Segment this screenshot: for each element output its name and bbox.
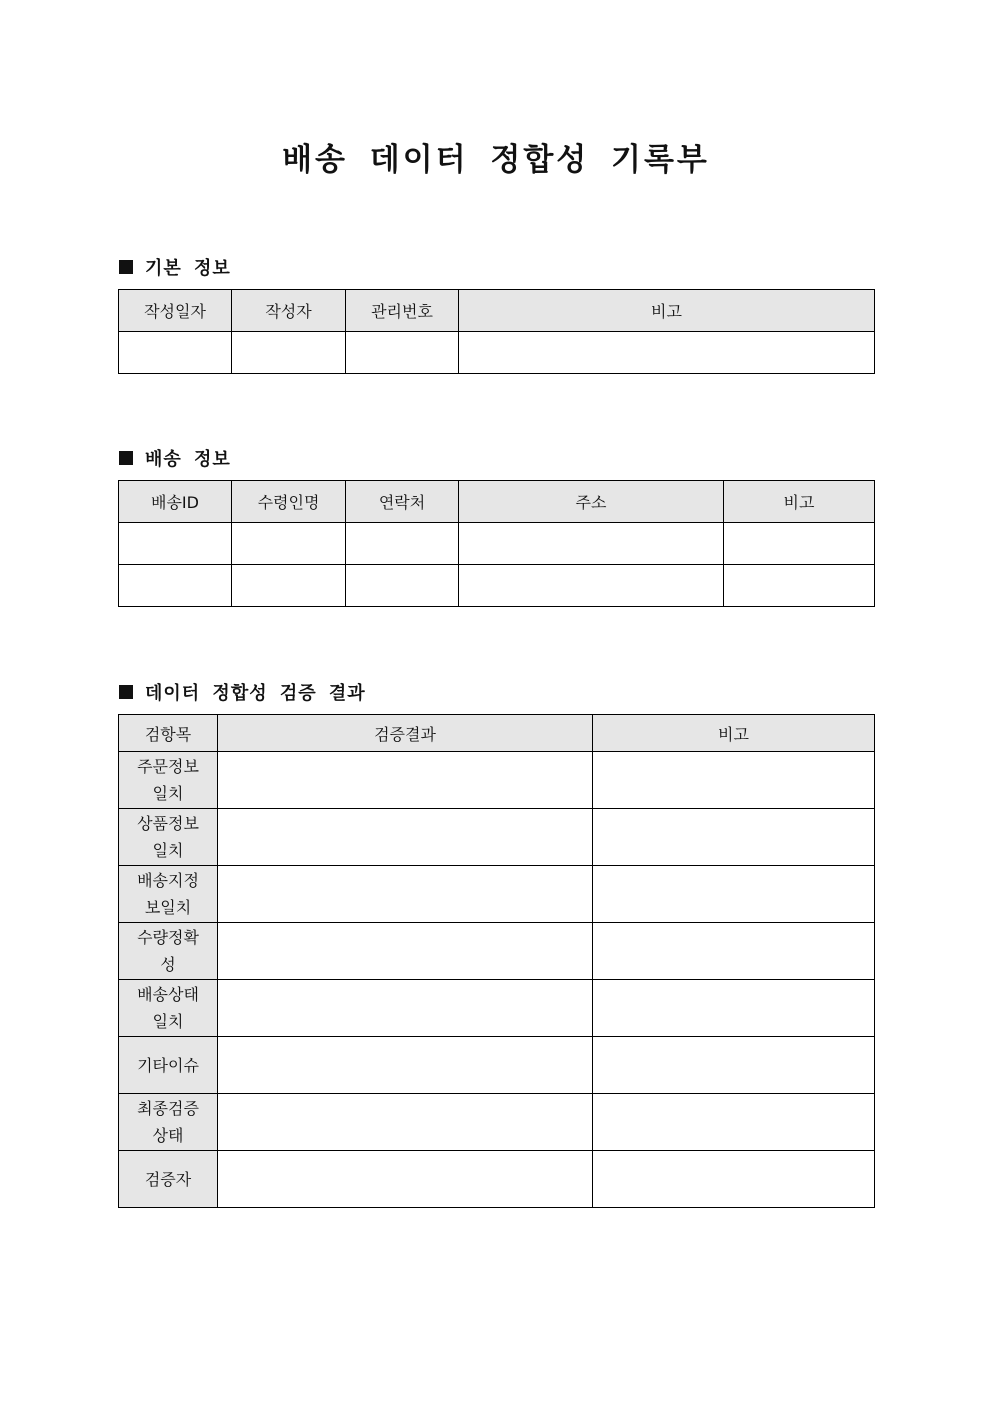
column-header: 관리번호 (346, 290, 459, 332)
table-cell-delivery-id[interactable] (119, 523, 232, 565)
verification-table (118, 714, 875, 1208)
row-label: 배송지정 보일치 (119, 866, 218, 923)
table-header-row (119, 481, 875, 523)
table-cell-contact[interactable] (346, 523, 459, 565)
column-header: 작성일자 (119, 290, 232, 332)
table-row (119, 1037, 875, 1094)
table-cell-address[interactable] (459, 565, 724, 607)
row-label: 수량정확 성 (119, 923, 218, 980)
table-row (119, 565, 875, 607)
column-header: 비고 (593, 715, 875, 752)
table-row (119, 752, 875, 809)
table-cell-delivery-id[interactable] (119, 565, 232, 607)
table-cell-note[interactable] (593, 866, 875, 923)
square-bullet-icon (119, 451, 133, 465)
table-cell-result[interactable] (218, 1094, 593, 1151)
column-header: 비고 (459, 290, 875, 332)
table-row (119, 866, 875, 923)
table-header-row (119, 715, 875, 752)
table-cell-recipient[interactable] (232, 565, 346, 607)
table-row (119, 332, 875, 374)
section-heading-label: 배송 정보 (145, 449, 231, 470)
column-header: 주소 (459, 481, 724, 523)
table-cell-result[interactable] (218, 866, 593, 923)
table-row (119, 1094, 875, 1151)
table-cell-contact[interactable] (346, 565, 459, 607)
section-heading-label: 기본 정보 (145, 258, 231, 279)
table-cell-result[interactable] (218, 809, 593, 866)
column-header: 작성자 (232, 290, 346, 332)
table-cell-result[interactable] (218, 752, 593, 809)
table-cell-note[interactable] (593, 923, 875, 980)
basic-info-table (118, 289, 875, 374)
table-cell-result[interactable] (218, 1151, 593, 1208)
table-cell-note[interactable] (593, 1151, 875, 1208)
table-cell-address[interactable] (459, 523, 724, 565)
section-heading-delivery-info (119, 445, 231, 471)
table-row (119, 923, 875, 980)
table-cell-note[interactable] (724, 523, 875, 565)
row-label: 상품정보 일치 (119, 809, 218, 866)
table-row (119, 1151, 875, 1208)
row-label: 최종검증 상태 (119, 1094, 218, 1151)
column-header: 검항목 (119, 715, 218, 752)
column-header: 비고 (724, 481, 875, 523)
table-cell-result[interactable] (218, 980, 593, 1037)
table-row (119, 523, 875, 565)
column-header: 검증결과 (218, 715, 593, 752)
table-cell-author[interactable] (232, 332, 346, 374)
table-cell-note[interactable] (593, 1037, 875, 1094)
table-cell-ref-number[interactable] (346, 332, 459, 374)
table-row (119, 809, 875, 866)
section-heading-label: 데이터 정합성 검증 결과 (145, 683, 366, 704)
section-heading-verification (119, 679, 366, 705)
column-header: 배송ID (119, 481, 232, 523)
table-cell-date[interactable] (119, 332, 232, 374)
section-heading-basic-info (119, 254, 231, 280)
square-bullet-icon (119, 260, 133, 274)
table-row (119, 980, 875, 1037)
row-label: 주문정보 일치 (119, 752, 218, 809)
table-cell-note[interactable] (593, 1094, 875, 1151)
square-bullet-icon (119, 685, 133, 699)
table-cell-result[interactable] (218, 923, 593, 980)
column-header: 연락처 (346, 481, 459, 523)
row-label: 검증자 (119, 1151, 218, 1208)
table-cell-note[interactable] (593, 809, 875, 866)
delivery-info-table (118, 480, 875, 607)
table-cell-result[interactable] (218, 1037, 593, 1094)
row-label: 배송상태 일치 (119, 980, 218, 1037)
row-label: 기타이슈 (119, 1037, 218, 1094)
table-cell-recipient[interactable] (232, 523, 346, 565)
document-title: 배송 데이터 정합성 기록부 (282, 142, 710, 178)
table-cell-note[interactable] (593, 752, 875, 809)
table-cell-note[interactable] (724, 565, 875, 607)
table-header-row (119, 290, 875, 332)
column-header: 수령인명 (232, 481, 346, 523)
table-cell-note[interactable] (459, 332, 875, 374)
table-cell-note[interactable] (593, 980, 875, 1037)
